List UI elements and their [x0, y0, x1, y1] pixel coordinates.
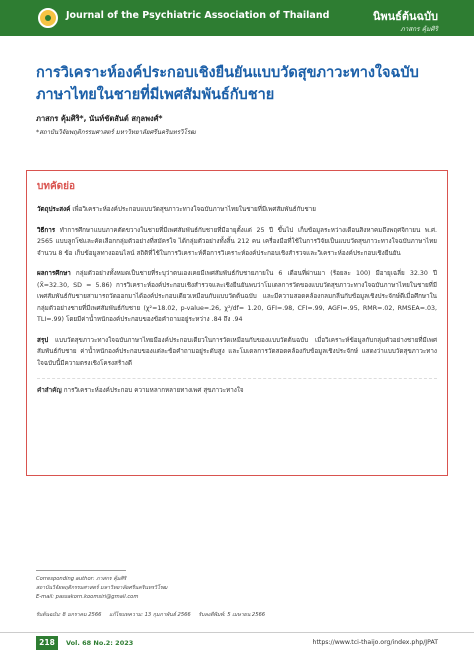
abstract-results — [37, 268, 437, 326]
abstract-box — [26, 170, 448, 476]
abstract-keywords — [37, 378, 437, 396]
conclusion-text: แบบวัดสุขภาวะทางใจฉบับภาษาไทยมีองค์ประกอบเดียวในการวัดเหมือนกับของแบบวัดต้นฉบับ เมื่อวิเคราะห์ข้อมูลกับกลุ่มตัวอย่างชายที่มีเพศสัมพันธ์กับชาย ค่าน้ำหนักองค์ประกอบของแต่ละข้อคำถามอยู่ระดับสูง และโมเดลการวัดสอดคล้องกับข้อมูลเชิงประจักษ์ แสดงว่าแบบวัดสุขภาวะทางใจฉบับนี้มีความตรงเชิงโครงสร้างดี — [37, 336, 437, 367]
footnotes — [36, 575, 167, 602]
keywords-label: คำสำคัญ — [37, 387, 62, 394]
article-title: การวิเคราะห์องค์ประกอบเชิงยืนยันแบบวัดสุขภาวะทางใจฉบับภาษาไทยในชายที่มีเพศสัมพันธ์กับชาย — [36, 65, 419, 103]
abstract-objective — [37, 204, 437, 216]
journal-name: Journal of the Psychiatric Association of Thailand — [66, 10, 330, 21]
revised-date: แก้ไขบทความ: 13 กุมภาพันธ์ 2566 — [109, 612, 191, 618]
methods-text: ทำการศึกษาแบบภาคตัดขวางในชายที่มีเพศสัมพันธ์กับชายที่มีอายุตั้งแต่ 25 ปี ขึ้นไป เก็บข้อมูลระหว่างเดือนสิงหาคมถึงพฤศจิกายน พ.ศ. 2565 แบบลูกโซ่และคัดเลือกกลุ่มตัวอย่างที่สมัครใจ ได้กลุ่มตัวอย่างทั้งสิ้น 212 คน เครื่องมือที่ใช้ในการวิจัยเป็นแบบวัดสุขภาวะทางใจฉบับภาษาไทยจำนวน 8 ข้อ เก็บข้อมูลทางออนไลน์ สถิติที่ใช้ในการวิเคราะห์คือการวิเคราะห์องค์ประกอบเชิงสำรวจและวิเคราะห์องค์ประกอบเชิงยืนยัน — [37, 226, 437, 257]
journal-header-bar — [0, 0, 474, 36]
objective-text: เพื่อวิเคราะห์องค์ประกอบแบบวัดสุขภาวะทางใจฉบับภาษาไทยในชายที่มีเพศสัมพันธ์กับชาย — [72, 206, 316, 213]
abstract-heading: บทคัดย่อ — [37, 181, 75, 192]
results-text: กลุ่มตัวอย่างทั้งหมดเป็นชายที่ระบุว่าตนเองเคยมีเพศสัมพันธ์กับชายภายใน 6 เดือนที่ผ่านมา (ร้อยละ 100) มีอายุเฉลี่ย 32.30 ปี (X̄=32.30, SD = 5.86) การวิเคราะห์องค์ประกอบเชิงสำรวจและเชิงยืนยันพบว่าโมเดลการวัดของแบบวัดสุขภาวะทางใจฉบับภาษาไทยในชายที่มีเพศสัมพันธ์กับชายสามารถวัดออกมาได้องค์ประกอบเดียวเหมือนกับแบบวัดต้นฉบับ และมีความสอดคล้องกลมกลืนกับข้อมูลเชิงประจักษ์ดีเมื่อศึกษาในกลุ่มตัวอย่างชายที่มีเพศสัมพันธ์กับชาย (χ²=18.02, p-value=.26, χ²/df= 1.20, GFI=.98, CFI=.99, AGFI=.95, RMR=.02, RMSEA=.03, TLI=.99) โดยมีค่าน้ำหนักองค์ประกอบของข้อคำถามอยู่ระหว่าง .84 ถึง .94 — [37, 270, 437, 323]
methods-label: วิธีการ — [37, 226, 56, 234]
journal-url-link[interactable]: https://www.tci-thaijo.org/index.php/JPAT — [312, 639, 438, 646]
volume-info: Vol. 68 No.2: 2023 — [66, 639, 134, 647]
abstract-conclusion — [37, 335, 437, 370]
article-authors: ภาสกร คุ้มศิริ*, นันท์ชัตสันต์ สกุลพงศ์* — [36, 114, 163, 123]
corresponding-email[interactable]: E-mail: passakorn.koomsiri@gmail.com — [36, 594, 139, 600]
section-label: นิพนธ์ต้นฉบับ — [372, 10, 438, 23]
results-label: ผลการศึกษา — [37, 270, 71, 277]
corresponding-author: Corresponding author: ภาสกร คุ้มศิริ — [36, 576, 127, 582]
author-affiliation: *สถาบันวิจัยพฤติกรรมศาสตร์ มหาวิทยาลัยศรีนครินทรวิโรฒ — [36, 129, 196, 136]
abstract-methods — [37, 225, 437, 260]
page-number: 218 — [36, 636, 58, 650]
journal-logo-icon — [38, 8, 58, 28]
accepted-date: รับลงตีพิมพ์: 5 เมษายน 2566 — [198, 612, 266, 618]
footnote-divider — [36, 570, 126, 571]
conclusion-label: สรุป — [37, 336, 49, 344]
objective-label: วัตถุประสงค์ — [37, 206, 71, 213]
received-date: รับต้นฉบับ: 8 มกราคม 2566 — [36, 612, 102, 618]
keywords-text: การวิเคราะห์องค์ประกอบ ความหลากหลายทางเพศ สุขภาวะทางใจ — [63, 387, 244, 394]
page-footer — [0, 632, 474, 660]
article-dates — [36, 611, 271, 619]
corresponding-affiliation: สถาบันวิจัยพฤติกรรมศาสตร์ มหาวิทยาลัยศรีนครินทรวิโรฒ — [36, 585, 168, 591]
running-author: ภาสกร คุ้มศิริ — [400, 25, 438, 33]
